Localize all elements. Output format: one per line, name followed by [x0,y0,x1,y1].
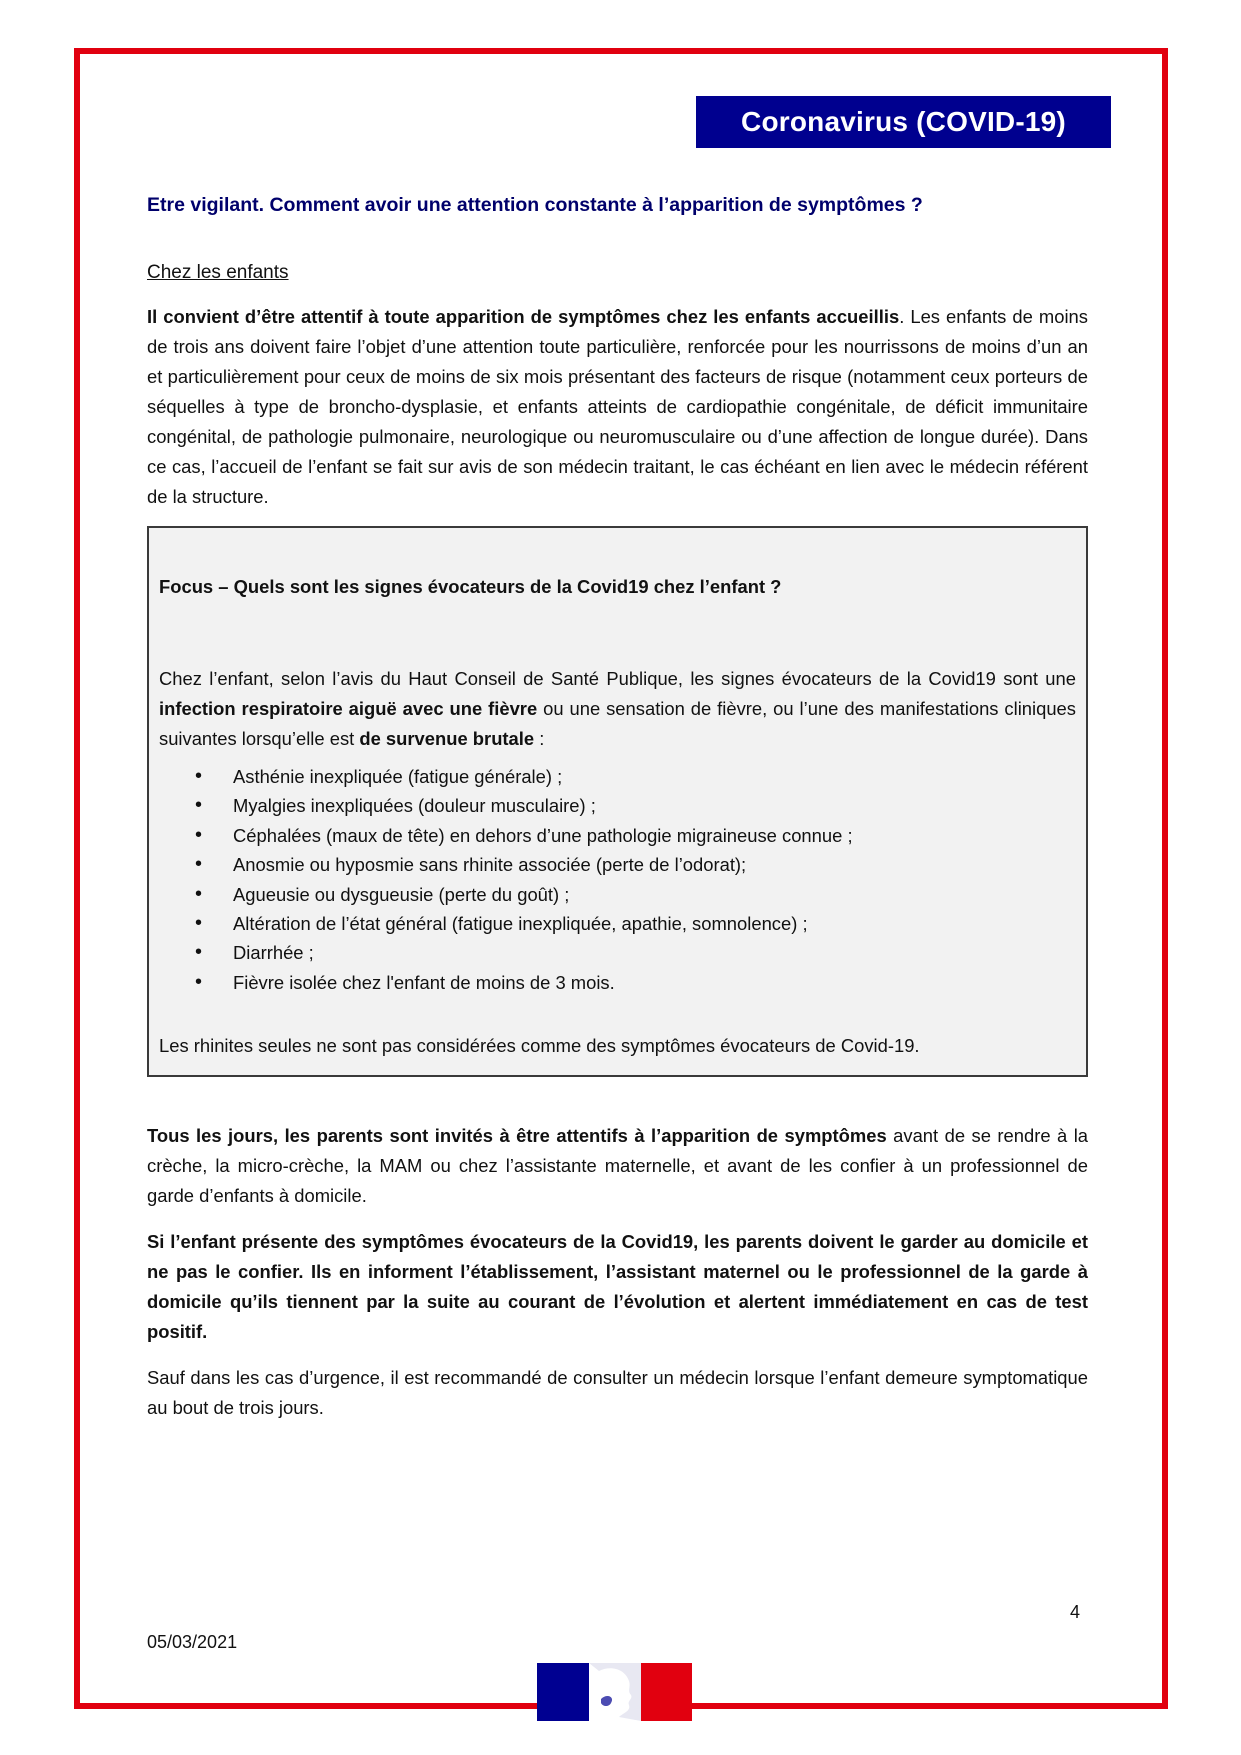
logo-white-band [589,1663,641,1721]
symptom-item: • Céphalées (maux de tête) en dehors d’une pathologie migraineuse connue ; [159,821,1076,850]
intro-bold: Il convient d’être attentif à toute apparition de symptômes chez les enfants accueillis [147,306,900,327]
focus-body-bold1: infection respiratoire aiguë avec une fièvre [159,698,538,719]
focus-body-bold2: de survenue brutale [359,728,535,749]
focus-title: Focus – Quels sont les signes évocateurs de la Covid19 chez l’enfant ? [159,576,782,597]
section-question: Etre vigilant. Comment avoir une attention constante à l’apparition de symptômes ? [147,194,923,216]
daily-rest: avant de se rendre à la crèche, la micro-crèche, la MAM ou chez l’assistante maternelle, et avant de les confier à un professionnel de garde d’enfants à domicile. [147,1125,1089,1207]
symptom-item: • Fièvre isolée chez l'enfant de moins de 3 mois. [159,968,1076,997]
page-number: 4 [1070,1602,1081,1622]
focus-body-part2: ou une sensation de fièvre, ou l’une des manifestations cliniques suivantes lorsqu’elle est [159,698,1076,749]
intro-rest: . Les enfants de moins de trois ans doivent faire l’objet d’une attention toute particulière, renforcée pour les nourrissons de moins d’un an et particulièrement pour ceux de moins de six mois présentant des facteurs de risque (notamment ceux porteurs de séquelles à type de broncho-dysplasie, et enfants atteints de cardiopathie congénitale, de déficit immunitaire congénital, de pathologie pulmonaire, neurologique ou neuromusculaire ou d’une affection de longue durée). Dans ce cas, l’accueil de l’enfant se fait sur avis de son médecin traitant, le cas échéant en lien avec le médecin référent de la structure. [147,306,1088,507]
focus-body [159,664,1076,754]
focus-footnote: Les rhinites seules ne sont pas considérées comme des symptômes évocateurs de Covid-19. [159,1035,920,1057]
page-content [147,190,1088,1423]
intro-paragraph [147,302,1088,512]
logo-red-band [641,1663,693,1721]
focus-body-part3: : [534,728,545,749]
symptom-list [159,762,1076,997]
daily-paragraph [147,1121,1088,1211]
footer-date: 05/03/2021 [147,1632,238,1652]
symptom-item: • Anosmie ou hyposmie sans rhinite associée (perte de l’odorat); [159,850,1076,879]
focus-box [147,526,1088,1077]
consult-paragraph: Sauf dans les cas d’urgence, il est recommandé de consulter un médecin lorsque l’enfant demeure symptomatique au bout de trois jours. [147,1367,1088,1419]
section-subtitle: Chez les enfants [147,262,289,283]
symptom-item: • Altération de l’état général (fatigue inexpliquée, apathie, somnolence) ; [159,909,1076,938]
advice-paragraph: Si l’enfant présente des symptômes évocateurs de la Covid19, les parents doivent le garder au domicile et ne pas le confier. Ils en informent l’établissement, l’assistant maternel ou le professionnel de la garde à domicile qu’ils tiennent par la suite au courant de l’évolution et alertent immédiatement en cas de test positif. [147,1231,1088,1343]
symptom-item: • Asthénie inexpliquée (fatigue générale) ; [159,762,1076,791]
header-banner: Coronavirus (COVID-19) [696,96,1111,148]
symptom-item: • Myalgies inexpliquées (douleur musculaire) ; [159,791,1076,820]
focus-body-part1: Chez l’enfant, selon l’avis du Haut Conseil de Santé Publique, les signes évocateurs de la Covid19 sont une [159,668,1076,689]
logo-blue-band [537,1663,589,1721]
marianne-profile-icon [589,1663,641,1721]
republique-logo [537,1663,692,1721]
symptom-item: • Diarrhée ; [159,938,1076,967]
symptom-item: • Agueusie ou dysgueusie (perte du goût) ; [159,880,1076,909]
daily-bold: Tous les jours, les parents sont invités à être attentifs à l’apparition de symptômes [147,1125,887,1147]
